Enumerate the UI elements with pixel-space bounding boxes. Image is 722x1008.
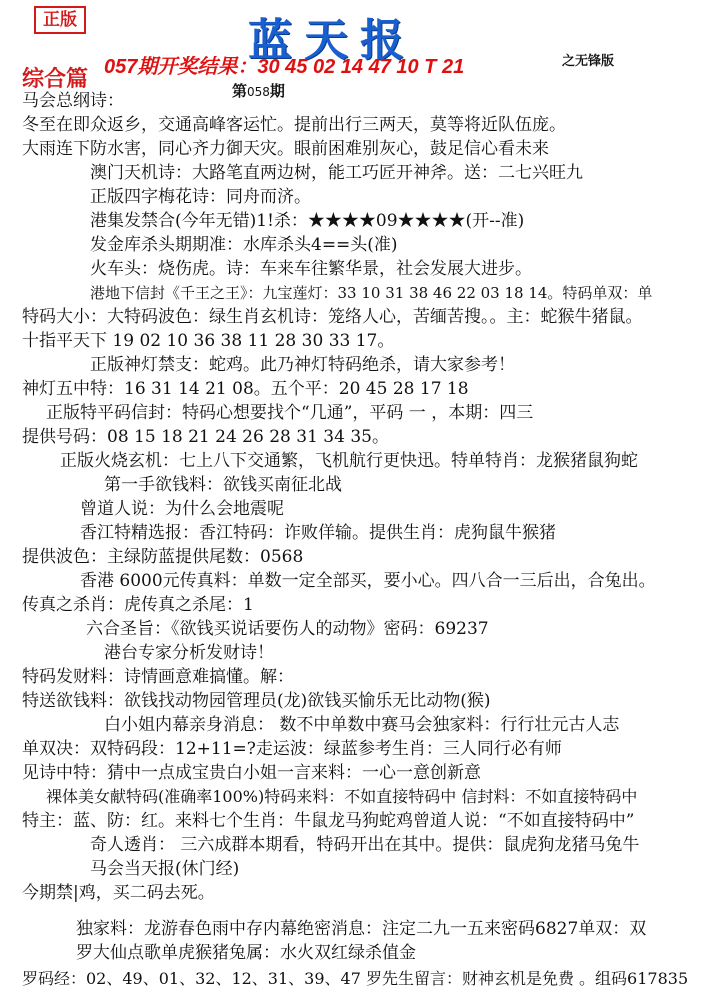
text-line: 奇人透肖： 三六成群本期看，特码开出在其中。提供：鼠虎狗龙猪马兔牛 [90,835,640,855]
text-line: 正版四字梅花诗：同舟而济。 [90,187,311,207]
text-line: 大雨连下防水害，同心齐力御天灾。眼前困难别灰心，鼓足信心看未来 [22,139,549,159]
text-line: 今期禁|鸡，买二码去死。 [22,883,215,903]
edition-label: 之无锋版 [562,54,615,69]
text-line: 罗码经：02、49、01、32、12、31、39、47 罗先生留言：财神玄机是免费 。组码617835 [22,969,689,988]
newspaper-title: 蓝天报 [248,15,416,66]
text-line: 罗大仙点歌单虎猴猪兔属：水火双红绿杀值金 [76,943,416,963]
text-line: 神灯五中特：16 31 14 21 08。五个平：20 45 28 17 18 [22,379,469,399]
text-line: 单双决：双特码段：12+11=?走运波：绿蓝参考生肖：三人同行必有师 [22,739,562,759]
text-line: 港台专家分析发财诗！ [104,643,274,663]
text-line: 正版特平码信封：特码心想要找个“几通”，平码 一 ，本期：四三 [46,403,534,423]
text-line: 澳门天机诗：大路笔直两边树，能工巧匠开神斧。送：二七兴旺九 [90,163,583,183]
text-line: 提供波色：主绿防蓝提供尾数：0568 [22,547,304,567]
text-line: 香江特精选报：香江特码：诈败佯输。提供生肖：虎狗鼠牛猴猪 [80,523,556,543]
text-line: 正版神灯禁支：蛇鸡。此乃神灯特码绝杀，请大家参考！ [90,355,515,375]
text-line: 特送欲钱料：欲钱找动物园管理员(龙)欲钱买愉乐无比动物(猴) [22,691,491,711]
text-line: 冬至在即众返乡，交通高峰客运忙。提前出行三两天，莫等将近队伍庞。 [22,115,566,135]
text-line: 裸体美女献特码(准确率100%)特码来料：不如直接特码中 信封料：不如直接特码中 [46,787,638,806]
issue-number [232,80,285,101]
text-line: 发金库杀头期期准：水库杀头4==头(准) [90,235,398,255]
text-line: 马会总纲诗： [22,91,124,111]
draw-result: 057期开奖结果：30 45 02 14 47 10 T 21 [104,56,465,78]
issue-suffix: 期 [269,82,285,100]
text-line: 正版火烧玄机：七上八下交通繁，飞机航行更快迅。特单特肖：龙猴猪鼠狗蛇 [60,451,638,471]
text-line: 见诗中特：猜中一点成宝贵白小姐一言来料：一心一意创新意 [22,763,481,783]
text-line: 六合圣旨：《欲钱买说话要伤人的动物》密码：69237 [86,619,489,639]
text-line: 传真之杀肖：虎传真之杀尾：1 [22,595,254,615]
text-line: 港集发禁合(今年无错)1!杀：★★★★09★★★★(开--准) [90,211,525,231]
text-line: 马会当天报(休门经) [90,859,240,879]
text-line: 火车头：烧伤虎。诗：车来车往繁华景，社会发展大进步。 [90,259,532,279]
edition-badge: 正版 [34,6,86,34]
text-line: 曾道人说：为什么会地震呢 [80,499,284,519]
text-line: 独家料：龙游春色雨中存内幕绝密消息：注定二九一五来密码6827单双：双 [76,919,647,939]
text-line: 特码发财料：诗情画意难搞懂。解： [22,667,294,687]
text-line: 香港 6000元传真料：单数一定全部买，要小心。四八合一三后出，合兔出。 [80,571,656,591]
text-line: 港地下信封《千王之王》：九宝莲灯：33 10 31 38 46 22 03 18 14。特码单双：单 [90,284,653,302]
text-line: 白小姐内幕亲身消息： 数不中单数中赛马会独家料：行行壮元古人志 [104,715,620,735]
text-line: 提供号码：08 15 18 21 24 26 28 31 34 35。 [22,427,389,447]
section-title: 综合篇 [22,66,89,92]
issue-number-value: 058 [247,85,270,99]
text-line: 十指平天下 19 02 10 36 38 11 28 30 33 17。 [22,331,395,351]
text-line: 特主：蓝、防：红。来料七个生肖：牛鼠龙马狗蛇鸡曾道人说：“不如直接特码中” [22,811,635,831]
text-line: 特码大小：大特码波色：绿生肖玄机诗：笼络人心，苦缅苦搜。。主：蛇猴牛猪鼠。 [22,307,643,327]
issue-prefix: 第 [232,82,248,100]
text-line: 第一手欲钱料：欲钱买南征北战 [104,475,342,495]
